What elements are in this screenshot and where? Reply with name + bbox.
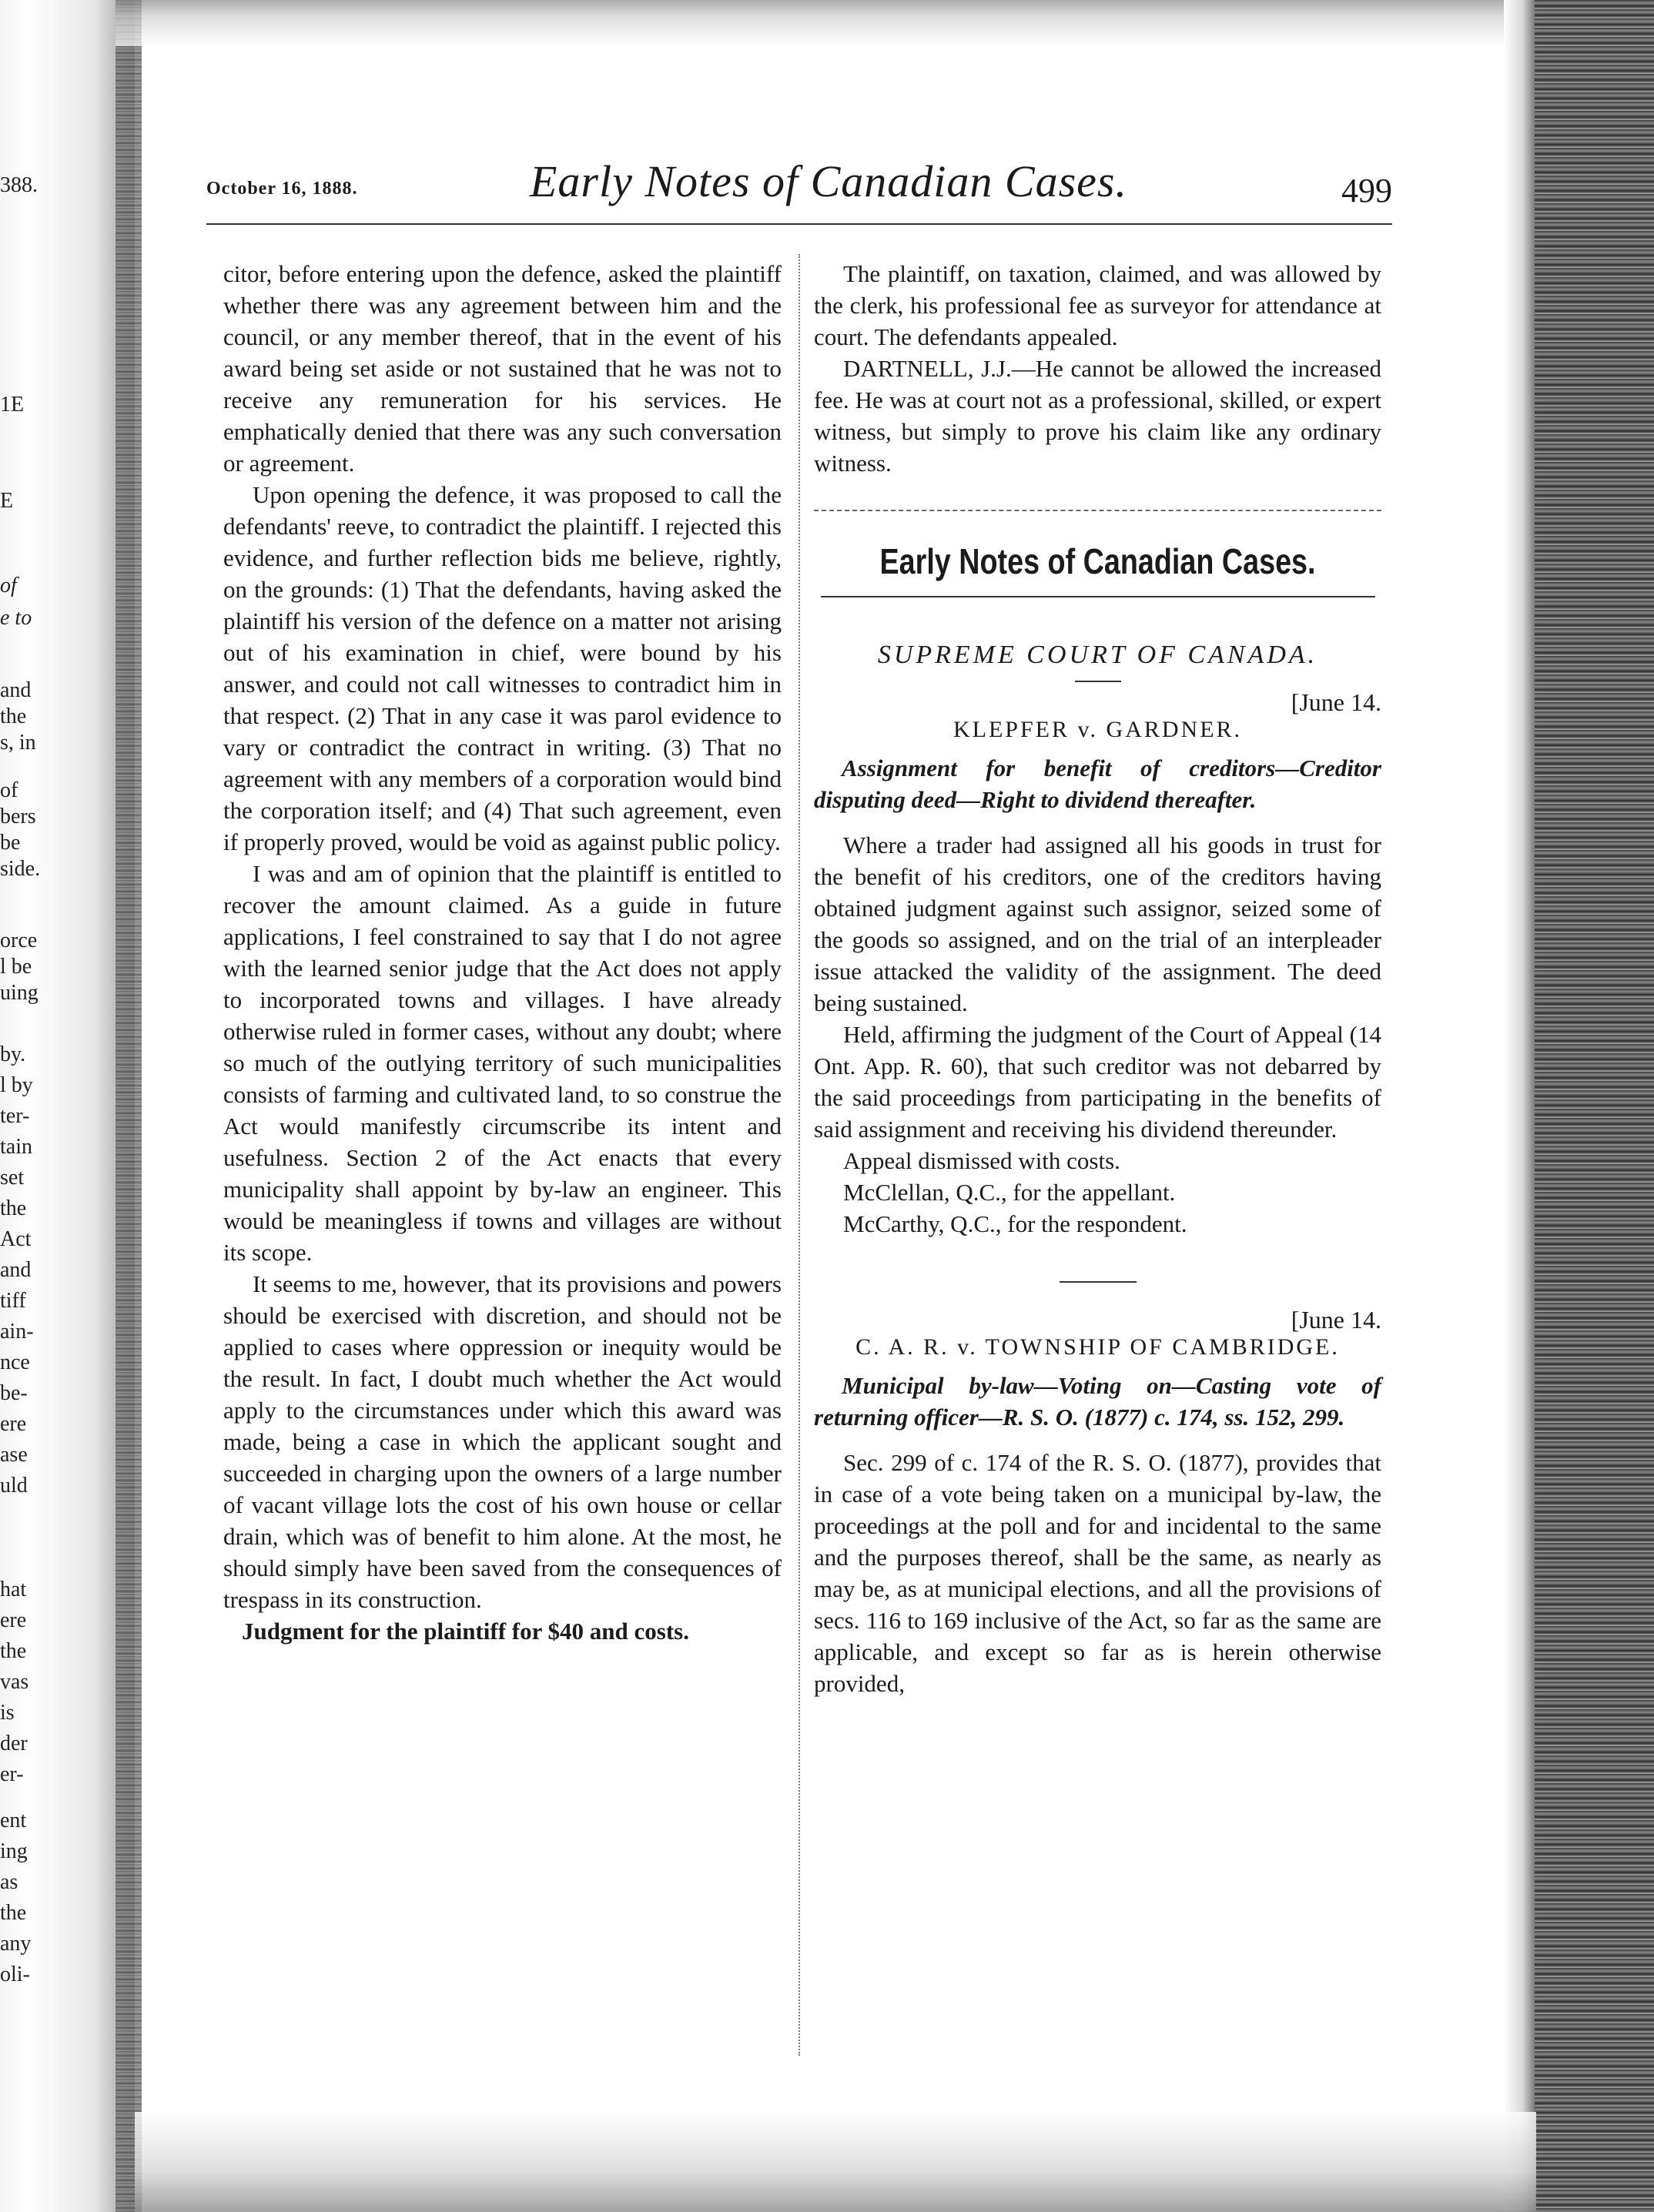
left-paragraph-3: I was and am of opinion that the plaintiff is entitled to recover the amount claimed. As a guide in future applications, I feel constrained to say that I do not agree with the learned senior judge that the Act does not apply to incorporated towns and villages. I have already otherwise ruled in former cases, without any doubt; where so much of the outlying territory of such municipalities consists of farming and cultivated land, to so construe the Act would manifestly circumscribe its intent and usefulness. Section 2 of the Act enacts that every municipality shall appoint by by-law an engineer. This would be meaningless if towns and villages are without its scope. bbox=[223, 860, 782, 1266]
margin-fragment: orce bbox=[0, 929, 38, 952]
margin-fragment: of bbox=[0, 574, 17, 597]
margin-fragment: by. bbox=[0, 1042, 26, 1066]
case1-date: [June 14. bbox=[1291, 688, 1381, 716]
margin-fragment: set bbox=[0, 1166, 25, 1190]
margin-fragment: vas bbox=[0, 1670, 29, 1694]
margin-fragment: ase bbox=[0, 1443, 28, 1467]
margin-fragment: ere bbox=[0, 1608, 27, 1632]
margin-fragment: l be bbox=[0, 955, 32, 979]
margin-fragment: the bbox=[0, 1901, 27, 1925]
margin-fragment: l by bbox=[0, 1073, 33, 1097]
margin-fragments-1 bbox=[0, 169, 92, 202]
left-column bbox=[223, 258, 782, 1647]
margin-fragments-5 bbox=[0, 678, 92, 756]
section-title-rule bbox=[821, 596, 1375, 597]
case1-result: Appeal dismissed with costs. bbox=[843, 1147, 1120, 1174]
margin-fragment: hat bbox=[0, 1578, 27, 1601]
case1-paragraph-1: Where a trader had assigned all his goods in trust for the benefit of his creditors, one of the creditors having obtained judgment against such assignor, seized some of the goods so assigned, and on the trial of an interpleader issue attacked the validity of the assignment. The deed being sustained. bbox=[814, 832, 1381, 1016]
left-paragraph-1: citor, before entering upon the defence, asked the plaintiff whether there was any agreement between him and the council, or any member thereof, that in the event of his award being set aside or not sustained that he was not to receive any remuneration for his services. He emphatically denied that there was any such conversation or agreement. bbox=[223, 260, 782, 477]
margin-fragment: the bbox=[0, 704, 27, 728]
margin-fragments-7 bbox=[0, 928, 92, 1006]
case2-name: C. A. R. v. TOWNSHIP OF CAMBRIDGE. bbox=[855, 1334, 1340, 1360]
margin-fragment: as bbox=[0, 1870, 18, 1894]
case2-headnote: Municipal by-law—Voting on—Casting vote of returning officer—R. S. O. (1877) c. 174, ss. 152, 299. bbox=[814, 1372, 1381, 1431]
margin-fragment: ing bbox=[0, 1839, 28, 1863]
scan-right-edge bbox=[1535, 0, 1654, 2212]
case2-paragraph-1: Sec. 299 of c. 174 of the R. S. O. (1877), provides that in case of a vote being taken on a municipal by-law, the proceedings at the poll and for and incidental to the same and the purposes thereof, shall be the same, as nearly as may be, as at municipal elections, and all the provisions of secs. 116 to 169 inclusive of the Act, so far as the same are applicable, and except so far as is herein otherwise provided, bbox=[814, 1449, 1381, 1697]
header-rule bbox=[206, 223, 1392, 225]
margin-fragments-10 bbox=[0, 1805, 92, 1990]
case-divider bbox=[1060, 1281, 1137, 1283]
right-column bbox=[814, 258, 1381, 1699]
margin-fragment: Act bbox=[0, 1227, 32, 1251]
margin-fragment: s, in bbox=[0, 731, 36, 755]
margin-fragments-9 bbox=[0, 1575, 92, 1790]
scan-right-shadow bbox=[1504, 0, 1535, 2212]
margin-fragment: bers bbox=[0, 805, 36, 828]
running-title: Early Notes of Canadian Cases. bbox=[530, 156, 1127, 206]
margin-fragments-4 bbox=[0, 570, 92, 634]
header-date: October 16, 1888. bbox=[206, 179, 358, 199]
margin-fragment: be- bbox=[0, 1381, 28, 1405]
left-paragraph-2: Upon opening the defence, it was proposed to call the defendants' reeve, to contradict the plaintiff. I rejected this evidence, and further reflection bids me believe, rightly, on the grounds: (1) That the defendants, having asked the plaintiff his version of the defence on a matter not arising out of his examination in chief, were bound by his answer, and could not call witnesses to contradict him in that respect. (2) That in any case it was parol evidence to vary or contradict the contract in writing. (3) That no agreement with any members of a corporation would bind the corporation itself; and (4) That such agreement, even if properly proved, would be void as against public policy. bbox=[223, 481, 782, 855]
margin-fragment: E bbox=[0, 489, 14, 513]
section-divider bbox=[814, 510, 1381, 511]
margin-fragment: e to bbox=[0, 606, 32, 630]
right-paragraph-1: The plaintiff, on taxation, claimed, and was allowed by the clerk, his professional fee as surveyor for attendance at court. The defendants appealed. bbox=[814, 260, 1381, 350]
margin-fragments-8 bbox=[0, 1039, 92, 1501]
scan-bottom-shadow bbox=[135, 2112, 1536, 2212]
case1-name: KLEPFER v. GARDNER. bbox=[953, 717, 1243, 742]
margin-fragment: tiff bbox=[0, 1289, 26, 1313]
margin-fragment: side. bbox=[0, 857, 41, 881]
page-number: 499 bbox=[1341, 172, 1392, 209]
margin-fragment: the bbox=[0, 1639, 27, 1663]
scan-binding-edge bbox=[116, 0, 142, 2212]
margin-fragment: ter- bbox=[0, 1104, 30, 1128]
case1-counsel-appellant: McClellan, Q.C., for the appellant. bbox=[843, 1179, 1176, 1206]
margin-fragment: ere bbox=[0, 1412, 27, 1436]
margin-fragments-2 bbox=[0, 389, 92, 421]
margin-fragment: any bbox=[0, 1932, 32, 1956]
margin-fragment: of bbox=[0, 778, 18, 802]
margin-fragment: ain- bbox=[0, 1320, 34, 1344]
margin-fragment: is bbox=[0, 1701, 15, 1725]
margin-fragment: nce bbox=[0, 1350, 30, 1374]
scan-top-shadow bbox=[116, 0, 1540, 46]
margin-fragment: tain bbox=[0, 1135, 32, 1159]
margin-fragment: uing bbox=[0, 981, 39, 1005]
court-rule bbox=[1075, 681, 1121, 682]
margin-fragment: 1E bbox=[0, 393, 25, 417]
case1-paragraph-2: Held, affirming the judgment of the Court of Appeal (14 Ont. App. R. 60), that such creditor was not debarred by the said proceedings from participating in the benefits of said assignment and receiving his dividend thereunder. bbox=[814, 1021, 1381, 1143]
margin-fragment: 388. bbox=[0, 173, 38, 197]
margin-fragment: der bbox=[0, 1732, 28, 1755]
margin-fragment: ent bbox=[0, 1809, 27, 1832]
column-divider bbox=[799, 254, 800, 2056]
case2-date: [June 14. bbox=[1291, 1306, 1381, 1334]
margin-fragment: and bbox=[0, 678, 32, 702]
margin-fragment: the bbox=[0, 1196, 27, 1220]
margin-fragments-3 bbox=[0, 485, 92, 517]
page-header bbox=[206, 154, 1392, 223]
margin-fragment: uld bbox=[0, 1474, 28, 1498]
case1-headnote: Assignment for benefit of creditors—Creditor disputing deed—Right to dividend thereafter. bbox=[814, 755, 1381, 813]
section-title: Early Notes of Canadian Cases. bbox=[879, 541, 1316, 581]
court-heading: SUPREME COURT OF CANADA. bbox=[877, 641, 1318, 669]
margin-fragment: oli- bbox=[0, 1963, 30, 1986]
margin-fragment: er- bbox=[0, 1762, 24, 1786]
judgment-line: Judgment for the plaintiff for $40 and costs. bbox=[242, 1618, 689, 1645]
right-paragraph-2: DARTNELL, J.J.—He cannot be allowed the increased fee. He was at court not as a professional, skilled, or expert witness, but simply to prove his claim like any ordinary witness. bbox=[814, 355, 1381, 477]
margin-fragment: and bbox=[0, 1258, 32, 1282]
margin-fragment: be bbox=[0, 831, 21, 855]
margin-fragments-6 bbox=[0, 778, 92, 882]
case1-counsel-respondent: McCarthy, Q.C., for the respondent. bbox=[843, 1210, 1187, 1237]
left-paragraph-4: It seems to me, however, that its provisions and powers should be exercised with discretion, and should not be applied to cases where oppression or inequity would be the result. In fact, I doubt much whether the Act would apply to the circumstances under which this award was made, being a case in which the applicant sought and succeeded in charging upon the owners of a large number of vacant village lots the cost of his own house or cellar drain, which was of benefit to him alone. At the most, he should simply have been saved from the consequences of trespass in its construction. bbox=[223, 1270, 782, 1613]
